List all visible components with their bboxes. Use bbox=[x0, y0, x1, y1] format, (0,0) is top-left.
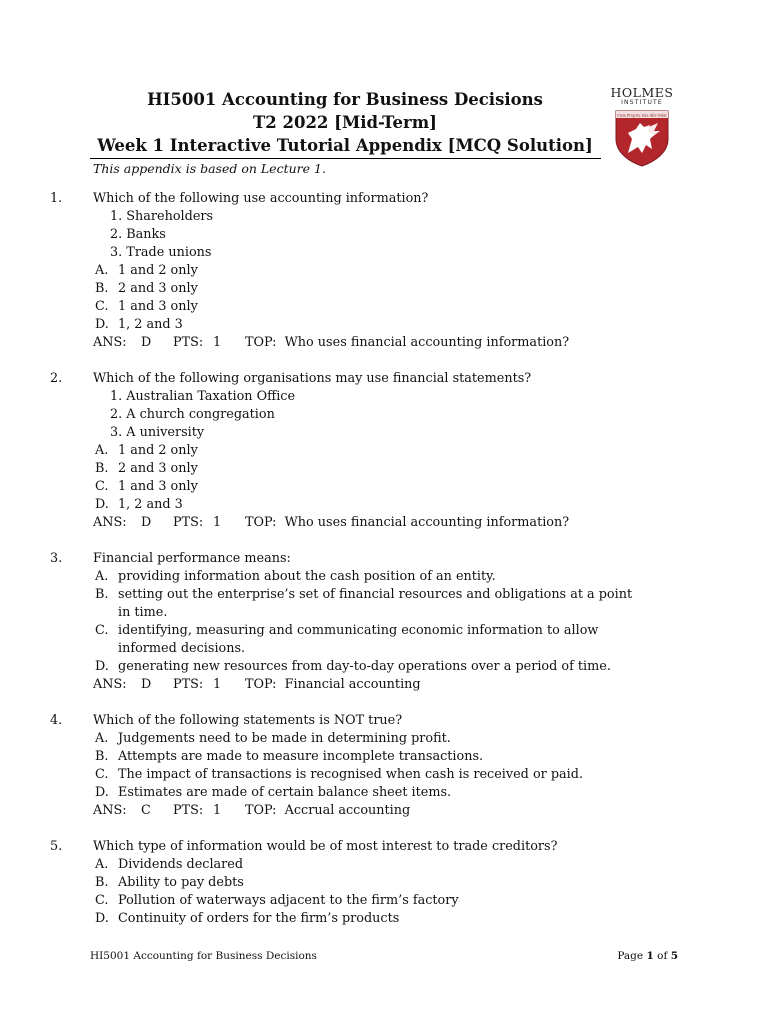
option-letter: B. bbox=[95, 587, 109, 602]
option-letter: B. bbox=[95, 749, 109, 764]
answer-option bbox=[95, 766, 638, 784]
option-text: Estimates are made of certain balance sheet items. bbox=[118, 785, 452, 800]
option-letter: D. bbox=[95, 911, 109, 926]
answer-option bbox=[95, 622, 638, 658]
question-text: Which of the following statements is NOT true? bbox=[93, 713, 403, 728]
question-text: Which of the following organisations may use financial statements? bbox=[93, 371, 532, 386]
option-text: Pollution of waterways adjacent to the firm’s factory bbox=[118, 893, 459, 908]
topic-label: TOP: bbox=[245, 335, 277, 350]
page-total: 5 bbox=[670, 950, 678, 962]
page-current: 1 bbox=[646, 950, 654, 962]
option-letter: D. bbox=[95, 497, 109, 512]
answer-option bbox=[95, 568, 638, 586]
question-list-item: 3. Trade unions bbox=[110, 245, 212, 260]
term-title: T2 2022 [Mid-Term] bbox=[252, 113, 437, 132]
document-header bbox=[0, 0, 768, 180]
answer-option bbox=[95, 874, 638, 892]
answer-label: ANS: bbox=[93, 803, 127, 818]
option-letter: A. bbox=[95, 731, 109, 746]
option-letter: B. bbox=[95, 875, 109, 890]
option-text: 1, 2 and 3 bbox=[118, 317, 183, 332]
answer-option bbox=[95, 280, 638, 298]
points-value: 1 bbox=[213, 335, 222, 350]
answer-key bbox=[93, 802, 768, 820]
question-text: Which of the following use accounting information? bbox=[93, 191, 429, 206]
question-list-item: 2. Banks bbox=[110, 227, 166, 242]
answer-option bbox=[95, 478, 638, 496]
option-text: setting out the enterprise’s set of financial resources and obligations at a point in time. bbox=[118, 587, 633, 620]
shield-icon bbox=[614, 109, 670, 167]
answer-value: D bbox=[141, 335, 152, 350]
document-subtitle: Week 1 Interactive Tutorial Appendix [MCQ Solution] bbox=[97, 136, 593, 155]
topic-value: Accrual accounting bbox=[284, 803, 411, 818]
option-text: Judgements need to be made in determining profit. bbox=[118, 731, 451, 746]
points-value: 1 bbox=[213, 803, 222, 818]
answer-option bbox=[95, 658, 638, 676]
holmes-institute-logo bbox=[608, 86, 676, 168]
answer-option bbox=[95, 496, 638, 514]
option-letter: B. bbox=[95, 461, 109, 476]
option-text: Attempts are made to measure incomplete transactions. bbox=[118, 749, 484, 764]
answer-option bbox=[95, 586, 638, 622]
option-letter: C. bbox=[95, 479, 109, 494]
answer-value: D bbox=[141, 515, 152, 530]
option-text: The impact of transactions is recognised when cash is received or paid. bbox=[118, 767, 584, 782]
topic-value: Who uses financial accounting information? bbox=[284, 515, 570, 530]
question-list bbox=[0, 190, 768, 946]
answer-option bbox=[95, 910, 638, 928]
answer-label: ANS: bbox=[93, 515, 127, 530]
option-letter: D. bbox=[95, 317, 109, 332]
topic-value: Who uses financial accounting information? bbox=[284, 335, 570, 350]
logo-motto: Cum Propria Sua Alis Volat bbox=[617, 113, 667, 118]
question-text: Financial performance means: bbox=[93, 551, 291, 566]
appendix-note: This appendix is based on Lecture 1. bbox=[93, 161, 326, 176]
answer-key bbox=[93, 334, 768, 352]
option-text: generating new resources from day-to-day operations over a period of time. bbox=[118, 659, 611, 674]
page-of: of bbox=[657, 950, 668, 962]
question-number: 4. bbox=[50, 713, 63, 728]
answer-option bbox=[95, 298, 638, 316]
points-label: PTS: bbox=[173, 335, 204, 350]
option-letter: D. bbox=[95, 659, 109, 674]
option-letter: A. bbox=[95, 857, 109, 872]
option-text: Continuity of orders for the firm’s products bbox=[118, 911, 400, 926]
question-block bbox=[0, 712, 768, 820]
topic-label: TOP: bbox=[245, 677, 277, 692]
option-text: providing information about the cash position of an entity. bbox=[118, 569, 496, 584]
points-label: PTS: bbox=[173, 677, 204, 692]
option-text: 1 and 2 only bbox=[118, 443, 198, 458]
answer-option bbox=[95, 748, 638, 766]
topic-label: TOP: bbox=[245, 803, 277, 818]
footer-course-title: HI5001 Accounting for Business Decisions bbox=[90, 950, 317, 962]
answer-option bbox=[95, 784, 638, 802]
answer-option bbox=[95, 460, 638, 478]
option-letter: C. bbox=[95, 623, 109, 638]
question-number: 3. bbox=[50, 551, 63, 566]
option-letter: A. bbox=[95, 263, 109, 278]
option-letter: A. bbox=[95, 443, 109, 458]
answer-option bbox=[95, 730, 638, 748]
option-text: 1 and 3 only bbox=[118, 479, 198, 494]
question-block bbox=[0, 370, 768, 532]
page-label: Page bbox=[617, 950, 644, 962]
option-letter: C. bbox=[95, 299, 109, 314]
option-letter: D. bbox=[95, 785, 109, 800]
topic-label: TOP: bbox=[245, 515, 277, 530]
answer-key bbox=[93, 676, 768, 694]
question-number: 2. bbox=[50, 371, 63, 386]
answer-key bbox=[93, 514, 768, 532]
answer-option bbox=[95, 262, 638, 280]
answer-label: ANS: bbox=[93, 335, 127, 350]
points-label: PTS: bbox=[173, 803, 204, 818]
option-text: Ability to pay debts bbox=[118, 875, 244, 890]
option-letter: A. bbox=[95, 569, 109, 584]
answer-option bbox=[95, 892, 638, 910]
question-text: Which type of information would be of most interest to trade creditors? bbox=[93, 839, 558, 854]
option-letter: C. bbox=[95, 767, 109, 782]
answer-label: ANS: bbox=[93, 677, 127, 692]
question-number: 1. bbox=[50, 191, 63, 206]
points-value: 1 bbox=[213, 515, 222, 530]
option-text: 2 and 3 only bbox=[118, 281, 198, 296]
option-letter: B. bbox=[95, 281, 109, 296]
option-text: identifying, measuring and communicating economic information to allow informed decisions. bbox=[118, 623, 599, 656]
answer-option bbox=[95, 316, 638, 334]
question-list-item: 1. Australian Taxation Office bbox=[110, 389, 296, 404]
option-letter: C. bbox=[95, 893, 109, 908]
question-list-item: 1. Shareholders bbox=[110, 209, 214, 224]
question-list-item: 3. A university bbox=[110, 425, 205, 440]
question-list-item: 2. A church congregation bbox=[110, 407, 275, 422]
page-number bbox=[617, 950, 678, 962]
points-label: PTS: bbox=[173, 515, 204, 530]
question-block bbox=[0, 190, 768, 352]
header-divider bbox=[90, 158, 601, 159]
option-text: 2 and 3 only bbox=[118, 461, 198, 476]
option-text: 1, 2 and 3 bbox=[118, 497, 183, 512]
answer-value: D bbox=[141, 677, 152, 692]
option-text: 1 and 2 only bbox=[118, 263, 198, 278]
question-block bbox=[0, 550, 768, 694]
answer-option bbox=[95, 442, 638, 460]
option-text: Dividends declared bbox=[118, 857, 244, 872]
answer-option bbox=[95, 856, 638, 874]
topic-value: Financial accounting bbox=[284, 677, 421, 692]
logo-wordmark: HOLMES bbox=[610, 85, 674, 100]
course-title: HI5001 Accounting for Business Decisions bbox=[147, 90, 543, 109]
option-text: 1 and 3 only bbox=[118, 299, 198, 314]
answer-value: C bbox=[141, 803, 151, 818]
question-block bbox=[0, 838, 768, 928]
points-value: 1 bbox=[213, 677, 222, 692]
question-number: 5. bbox=[50, 839, 63, 854]
logo-subtitle: INSTITUTE bbox=[621, 99, 663, 106]
